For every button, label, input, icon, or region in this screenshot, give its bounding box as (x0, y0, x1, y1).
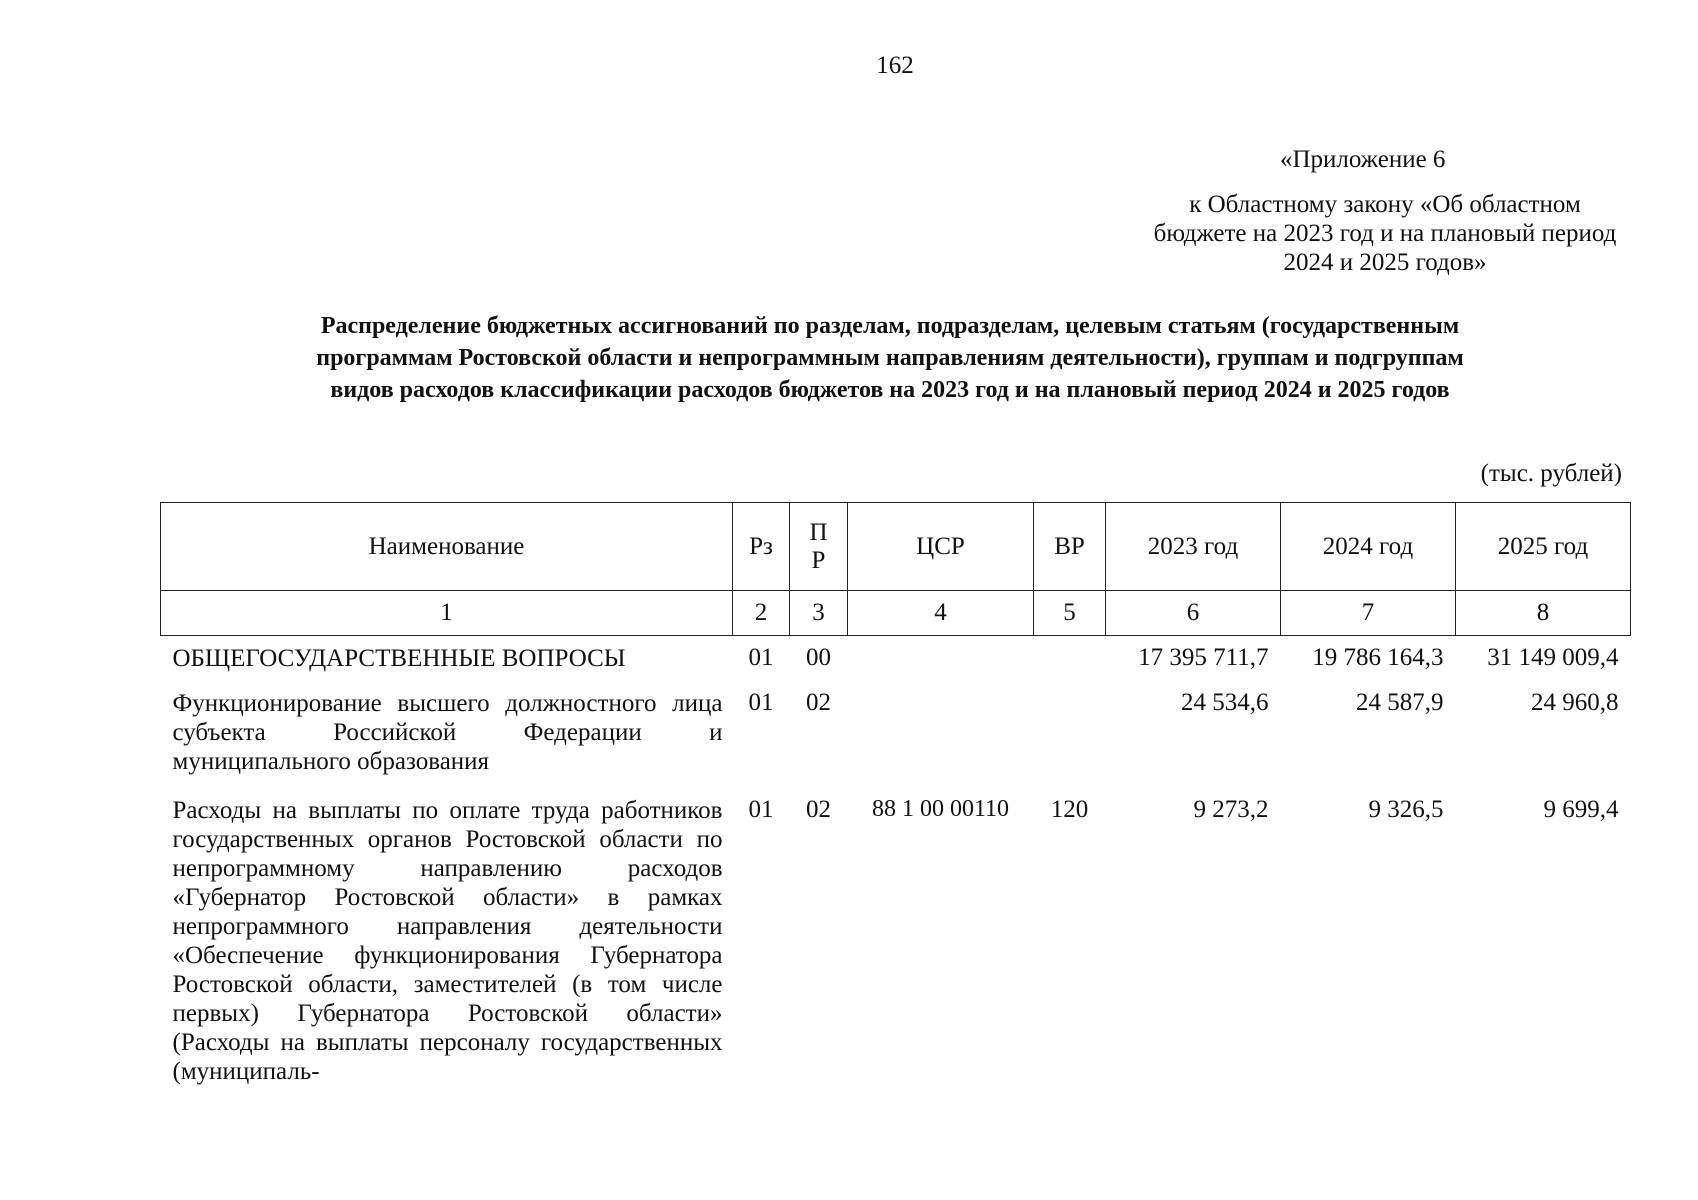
appendix-subtitle: к Областному закону «Об областном бюджете на 2023 год и на плановый период 2024 и 2025 годов» (1153, 191, 1617, 276)
unit-label: (тыс. рублей) (1480, 460, 1622, 487)
row-2023: 24 534,6 (1181, 689, 1269, 716)
column-number: 3 (790, 591, 848, 636)
row-2024: 24 587,9 (1356, 689, 1444, 716)
header-pr (790, 503, 848, 591)
budget-table (160, 502, 1631, 1086)
row-pr: 00 (806, 644, 831, 671)
table-header-row (161, 503, 1631, 591)
header-pr-line1: П (809, 518, 828, 546)
column-number: 4 (848, 591, 1034, 636)
header-rz: Рз (733, 503, 790, 591)
column-number: 5 (1034, 591, 1106, 636)
row-2023: 17 395 711,7 (1138, 644, 1269, 671)
header-vr: ВР (1034, 503, 1106, 591)
row-2025: 9 699,4 (1543, 796, 1619, 823)
row-vr (1034, 673, 1106, 776)
row-name: ОБЩЕГОСУДАРСТВЕННЫЕ ВОПРОСЫ (172, 645, 626, 672)
header-2025: 2025 год (1456, 503, 1631, 591)
row-vr: 120 (1050, 796, 1089, 823)
document-title: Распределение бюджетных ассигнований по разделам, подразделам, целевым статьям (государственным программам Ростовской области и непрограммным направлениям деятельности), группам и подгруппам видов расходов классификации расходов бюджетов на 2023 год и на плановый период 2024 и 2025 годов (316, 313, 1464, 403)
row-rz: 01 (748, 644, 774, 671)
table-row (161, 636, 1631, 674)
page-number: 162 (876, 52, 914, 79)
row-2024: 19 786 164,3 (1312, 644, 1444, 671)
column-number: 2 (733, 591, 790, 636)
table-row (161, 673, 1631, 776)
row-2023: 9 273,2 (1193, 796, 1269, 823)
row-pr: 02 (806, 689, 831, 716)
column-number: 1 (161, 591, 733, 636)
header-csr: ЦСР (848, 503, 1034, 591)
column-number-row (161, 591, 1631, 636)
column-number: 8 (1456, 591, 1631, 636)
row-rz: 01 (748, 689, 774, 716)
table-row (161, 776, 1631, 1086)
row-csr (848, 636, 1034, 674)
row-name: Расходы на выплаты по оплате труда работников государственных органов Ростовской области по непрограммному направлению расходов «Губернатор Ростовской области» в рамках непрограммного направления деятельности «Обеспечение функционирования Губернатора Ростовской области, заместителей (в том числе первых) Губернатора Ростовской области» (Расходы на выплаты персоналу государственных (муниципаль- (172, 797, 723, 1085)
row-name: Функционирование высшего должностного лица субъекта Российской Федерации и муниципального образования (172, 690, 723, 775)
row-2024: 9 326,5 (1368, 796, 1444, 823)
row-rz: 01 (748, 796, 774, 823)
header-name: Наименование (161, 503, 733, 591)
row-csr: 88 1 00 00110 (871, 796, 1010, 822)
appendix-title: «Приложение 6 (1280, 146, 1446, 173)
row-vr (1034, 636, 1106, 674)
row-2025: 31 149 009,4 (1487, 644, 1619, 671)
header-2023: 2023 год (1106, 503, 1281, 591)
header-2024: 2024 год (1281, 503, 1456, 591)
row-csr (848, 673, 1034, 776)
row-pr: 02 (806, 796, 831, 823)
column-number: 7 (1281, 591, 1456, 636)
column-number: 6 (1106, 591, 1281, 636)
header-pr-line2: Р (811, 546, 826, 574)
row-2025: 24 960,8 (1531, 689, 1619, 716)
